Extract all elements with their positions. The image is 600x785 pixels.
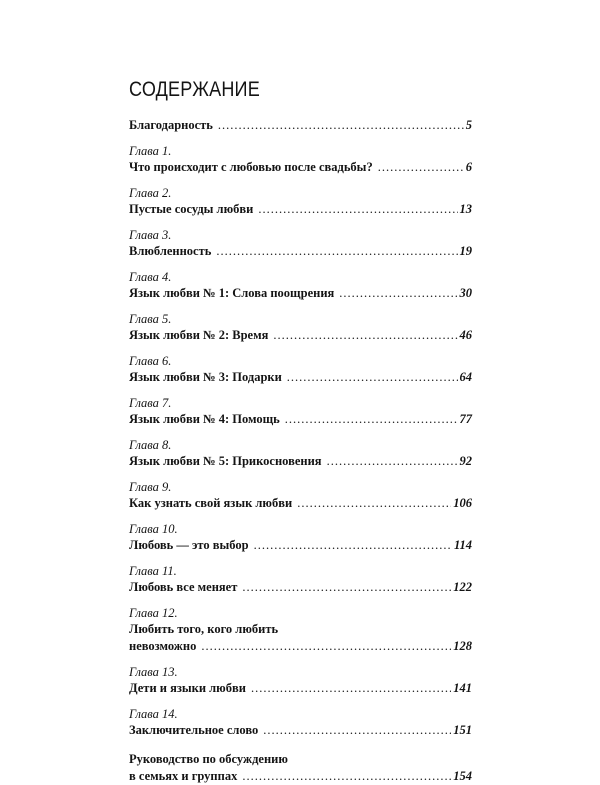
chapter-number: Глава 13. [129, 665, 178, 679]
entry-title: Любовь все меняет [129, 580, 238, 594]
chapter-number: Глава 14. [129, 707, 178, 721]
dot-leader [242, 579, 451, 596]
chapter-number: Глава 9. [129, 480, 172, 494]
chapter-number: Глава 7. [129, 396, 172, 410]
page-title: СОДЕРЖАНИЕ [129, 78, 260, 101]
toc-line [129, 201, 472, 218]
toc-entry [129, 606, 472, 655]
dot-leader [339, 285, 457, 302]
dot-leader [297, 495, 451, 512]
toc-entry [129, 144, 472, 176]
page-number: 92 [459, 454, 472, 468]
entry-title: Язык любви № 4: Помощь [129, 412, 280, 426]
chapter-number: Глава 4. [129, 270, 172, 284]
entry-title: Заключительное слово [129, 723, 259, 737]
dot-leader [258, 201, 457, 218]
dot-leader [327, 453, 458, 470]
dot-leader [285, 411, 458, 428]
dot-leader [218, 117, 464, 134]
toc-line [129, 369, 472, 386]
page-number: 13 [459, 202, 472, 216]
toc-entry [129, 396, 472, 428]
page-number: 6 [465, 160, 472, 174]
toc-line [129, 768, 472, 785]
toc-line [129, 638, 472, 655]
dot-leader [216, 243, 457, 260]
toc-line [129, 495, 472, 512]
page-number: 141 [453, 681, 472, 695]
toc-line [129, 327, 472, 344]
entry-title: Влюбленность [129, 244, 212, 258]
entry-title-line: Любить того, кого любить [129, 622, 279, 636]
toc-entry [129, 707, 472, 739]
entry-title: невозможно [129, 639, 197, 653]
dot-leader [273, 327, 457, 344]
toc-line [129, 243, 472, 260]
toc-entry [129, 480, 472, 512]
page-number: 106 [453, 496, 472, 510]
entry-title: Язык любви № 1: Слова поощрения [129, 286, 335, 300]
toc-entry [129, 117, 472, 134]
page-number: 30 [459, 286, 472, 300]
chapter-number: Глава 8. [129, 438, 172, 452]
chapter-number: Глава 6. [129, 354, 172, 368]
dot-leader [263, 722, 451, 739]
dot-leader [378, 159, 464, 176]
entry-title: Благодарность [129, 118, 213, 132]
entry-title: Любовь — это выбор [129, 538, 249, 552]
chapter-number: Глава 11. [129, 564, 177, 578]
chapter-number: Глава 2. [129, 186, 172, 200]
toc-entry [129, 186, 472, 218]
toc-line [129, 117, 472, 134]
toc-line [129, 411, 472, 428]
dot-leader [242, 768, 451, 785]
entry-title: Как узнать свой язык любви [129, 496, 293, 510]
dot-leader [287, 369, 458, 386]
entry-title: Язык любви № 5: Прикосновения [129, 454, 322, 468]
toc-line [129, 453, 472, 470]
toc-line [129, 680, 472, 697]
page-number: 151 [453, 723, 472, 737]
toc-entry [129, 228, 472, 260]
toc-entry [129, 270, 472, 302]
toc-entry [129, 354, 472, 386]
chapter-number: Глава 3. [129, 228, 172, 242]
toc-entry [129, 665, 472, 697]
chapter-number: Глава 12. [129, 606, 178, 620]
toc-entry [129, 564, 472, 596]
toc-line [129, 285, 472, 302]
page-number: 77 [459, 412, 472, 426]
page-number: 128 [453, 639, 472, 653]
chapter-number: Глава 10. [129, 522, 178, 536]
toc-line [129, 537, 472, 554]
entry-title-line: Руководство по обсуждению [129, 752, 288, 766]
page-number: 154 [453, 769, 472, 783]
entry-title: Язык любви № 2: Время [129, 328, 269, 342]
page-number: 5 [465, 118, 472, 132]
toc-line [129, 159, 472, 176]
page-number: 122 [453, 580, 472, 594]
page-number: 19 [459, 244, 472, 258]
page-number: 64 [459, 370, 472, 384]
entry-title: Дети и языки любви [129, 681, 246, 695]
entry-title: Что происходит с любовью после свадьбы? [129, 160, 373, 174]
dot-leader [251, 680, 451, 697]
toc-entry [129, 312, 472, 344]
chapter-number: Глава 1. [129, 144, 172, 158]
toc-line [129, 579, 472, 596]
table-of-contents [129, 117, 472, 785]
toc-line [129, 722, 472, 739]
dot-leader [254, 537, 452, 554]
entry-title: в семьях и группах [129, 769, 238, 783]
toc-entry [129, 751, 472, 785]
toc-entry [129, 438, 472, 470]
page-number: 46 [459, 328, 472, 342]
entry-title: Пустые сосуды любви [129, 202, 254, 216]
chapter-number: Глава 5. [129, 312, 172, 326]
entry-title: Язык любви № 3: Подарки [129, 370, 282, 384]
page-number: 114 [453, 538, 472, 552]
toc-entry [129, 522, 472, 554]
dot-leader [201, 638, 451, 655]
